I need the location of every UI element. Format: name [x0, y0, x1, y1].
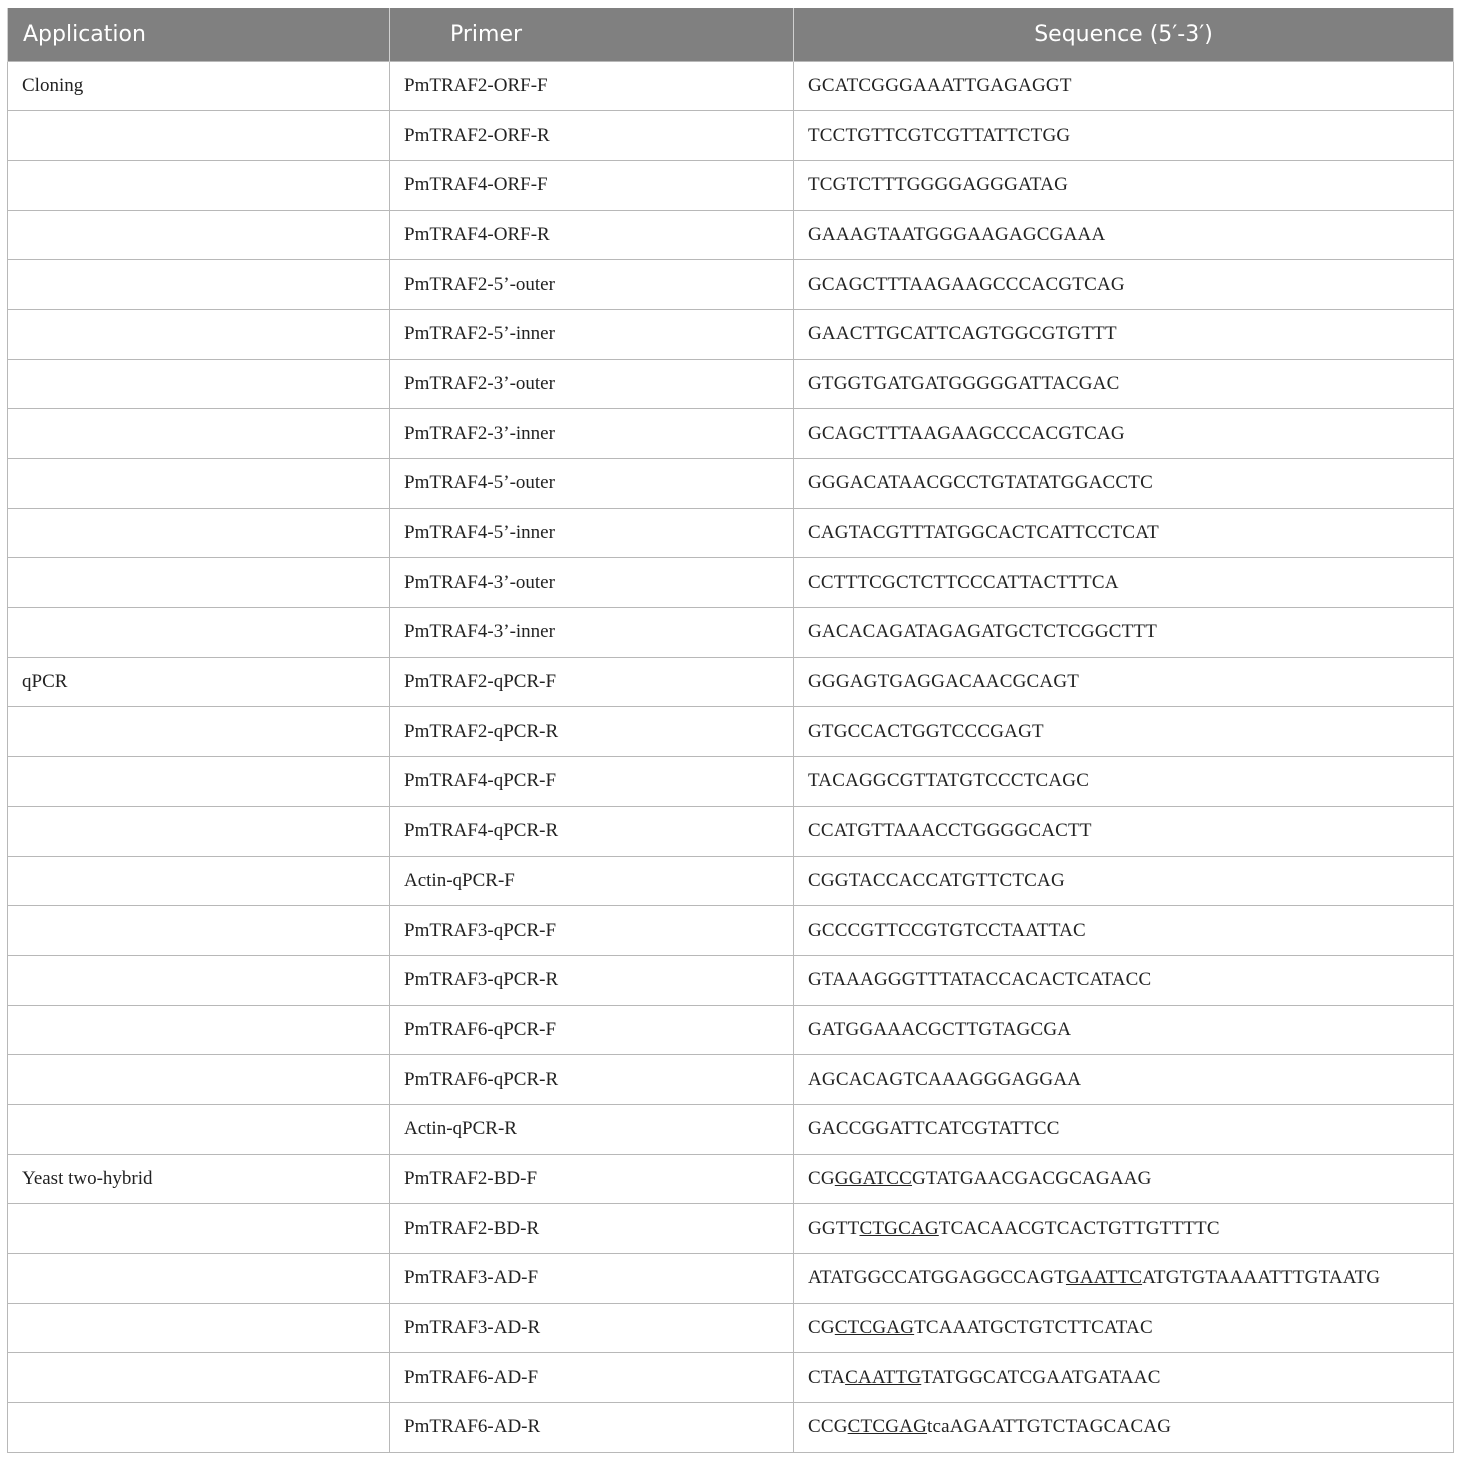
- primer-cell: PmTRAF6-AD-R: [390, 1403, 794, 1453]
- sequence-segment: GTATGAACGACGCAGAAG: [912, 1167, 1152, 1189]
- primer-cell: PmTRAF2-5’-inner: [390, 309, 794, 359]
- table-row: [8, 459, 1454, 509]
- sequence-segment: AGCACAGTCAAAGGGAGGAA: [808, 1068, 1082, 1090]
- sequence-segment: TCAAATGCTGTCTTCATAC: [914, 1317, 1153, 1339]
- sequence-segment: CCG: [808, 1416, 848, 1438]
- table-row: [8, 1204, 1454, 1254]
- sequence-cell: [794, 459, 1454, 509]
- sequence-segment: GAAAGTAATGGGAAGAGCGAAA: [808, 223, 1106, 245]
- primer-cell: PmTRAF4-3’-outer: [390, 558, 794, 608]
- table-row: [8, 1403, 1454, 1453]
- table-body: [8, 61, 1454, 1452]
- application-cell: [8, 210, 390, 260]
- header-primer: Primer: [390, 8, 794, 61]
- sequence-segment: CG: [808, 1317, 835, 1339]
- application-cell: [8, 1303, 390, 1353]
- sequence-cell: [794, 160, 1454, 210]
- application-cell: [8, 906, 390, 956]
- table-row: [8, 608, 1454, 658]
- sequence-segment: GACCGGATTCATCGTATTCC: [808, 1118, 1060, 1140]
- sequence-segment: TCCTGTTCGTCGTTATTCTGG: [808, 124, 1071, 146]
- sequence-cell: [794, 1303, 1454, 1353]
- table-row: [8, 1254, 1454, 1304]
- sequence-segment: TACAGGCGTTATGTCCCTCAGC: [808, 770, 1090, 792]
- application-cell: [8, 558, 390, 608]
- primer-cell: PmTRAF3-qPCR-R: [390, 955, 794, 1005]
- sequence-segment: CCATGTTAAACCTGGGGCACTT: [808, 820, 1092, 842]
- sequence-cell: [794, 608, 1454, 658]
- sequence-segment: CCTTTCGCTCTTCCCATTACTTTCA: [808, 571, 1119, 593]
- restriction-site: GAATTC: [1065, 1267, 1143, 1289]
- table-row: [8, 1154, 1454, 1204]
- sequence-segment: TCACAACGTCACTGTTGTTTTC: [938, 1217, 1220, 1239]
- restriction-site: CTCGAG: [847, 1416, 927, 1438]
- sequence-cell: [794, 260, 1454, 310]
- table-row: [8, 61, 1454, 111]
- primer-cell: PmTRAF3-qPCR-F: [390, 906, 794, 956]
- table-row: [8, 955, 1454, 1005]
- table-row: [8, 806, 1454, 856]
- primer-table-container: [7, 8, 1453, 1453]
- sequence-cell: [794, 806, 1454, 856]
- application-cell: [8, 856, 390, 906]
- primer-cell: PmTRAF4-5’-inner: [390, 508, 794, 558]
- application-cell: [8, 955, 390, 1005]
- table-row: [8, 409, 1454, 459]
- table-row: [8, 906, 1454, 956]
- sequence-cell: [794, 856, 1454, 906]
- sequence-cell: [794, 955, 1454, 1005]
- sequence-segment: ATGTGTAAAATTTGTAATG: [1142, 1267, 1381, 1289]
- application-cell: Cloning: [8, 61, 390, 111]
- sequence-cell: [794, 1254, 1454, 1304]
- sequence-cell: [794, 61, 1454, 111]
- sequence-segment: ATATGGCCATGGAGGCCAGT: [808, 1267, 1066, 1289]
- table-row: [8, 260, 1454, 310]
- table-row: [8, 111, 1454, 161]
- application-cell: [8, 309, 390, 359]
- sequence-segment: GCCCGTTCCGTGTCCTAATTAC: [808, 919, 1086, 941]
- application-cell: Yeast two-hybrid: [8, 1154, 390, 1204]
- sequence-cell: [794, 210, 1454, 260]
- table-row: [8, 160, 1454, 210]
- sequence-cell: [794, 508, 1454, 558]
- sequence-segment: CG: [808, 1167, 835, 1189]
- application-cell: [8, 409, 390, 459]
- primer-cell: PmTRAF3-AD-R: [390, 1303, 794, 1353]
- sequence-cell: [794, 1403, 1454, 1453]
- primer-cell: PmTRAF6-qPCR-F: [390, 1005, 794, 1055]
- header-row: [8, 8, 1454, 61]
- application-cell: [8, 459, 390, 509]
- application-cell: [8, 508, 390, 558]
- application-cell: [8, 707, 390, 757]
- sequence-segment: GCAGCTTTAAGAAGCCCACGTCAG: [808, 273, 1125, 295]
- primer-cell: PmTRAF6-qPCR-R: [390, 1055, 794, 1105]
- application-cell: [8, 1204, 390, 1254]
- restriction-site: CTCGAG: [834, 1317, 915, 1339]
- primer-cell: PmTRAF4-qPCR-F: [390, 757, 794, 807]
- sequence-cell: [794, 1154, 1454, 1204]
- sequence-cell: [794, 906, 1454, 956]
- application-cell: [8, 1055, 390, 1105]
- primer-cell: PmTRAF2-ORF-F: [390, 61, 794, 111]
- sequence-cell: [794, 309, 1454, 359]
- primer-cell: PmTRAF2-3’-outer: [390, 359, 794, 409]
- sequence-cell: [794, 1353, 1454, 1403]
- sequence-segment: GCAGCTTTAAGAAGCCCACGTCAG: [808, 422, 1125, 444]
- application-cell: [8, 806, 390, 856]
- application-cell: [8, 111, 390, 161]
- primer-cell: Actin-qPCR-F: [390, 856, 794, 906]
- primer-cell: PmTRAF2-qPCR-R: [390, 707, 794, 757]
- application-cell: [8, 160, 390, 210]
- restriction-site: CAATTG: [845, 1366, 922, 1388]
- table-row: [8, 210, 1454, 260]
- sequence-segment: GGGACATAACGCCTGTATATGGACCTC: [808, 472, 1153, 494]
- sequence-cell: [794, 558, 1454, 608]
- sequence-cell: [794, 1204, 1454, 1254]
- sequence-cell: [794, 657, 1454, 707]
- table-row: [8, 856, 1454, 906]
- primer-cell: PmTRAF2-BD-R: [390, 1204, 794, 1254]
- application-cell: [8, 1353, 390, 1403]
- sequence-segment: GTGGTGATGATGGGGGATTACGAC: [808, 372, 1120, 394]
- restriction-site: CTGCAG: [859, 1217, 939, 1239]
- primer-table: [7, 8, 1454, 1453]
- application-cell: qPCR: [8, 657, 390, 707]
- table-row: [8, 707, 1454, 757]
- table-row: [8, 508, 1454, 558]
- restriction-site: GGATCC: [834, 1167, 913, 1189]
- sequence-cell: [794, 409, 1454, 459]
- primer-cell: PmTRAF2-ORF-R: [390, 111, 794, 161]
- sequence-segment: GGTT: [808, 1217, 860, 1239]
- sequence-segment: GACACAGATAGAGATGCTCTCGGCTTT: [808, 621, 1158, 643]
- sequence-segment: CAGTACGTTTATGGCACTCATTCCTCAT: [808, 522, 1159, 544]
- primer-cell: PmTRAF4-ORF-R: [390, 210, 794, 260]
- sequence-segment: TATGGCATCGAATGATAAC: [921, 1366, 1161, 1388]
- application-cell: [8, 757, 390, 807]
- table-row: [8, 657, 1454, 707]
- sequence-segment: CGGTACCACCATGTTCTCAG: [808, 869, 1065, 891]
- table-row: [8, 1104, 1454, 1154]
- application-cell: [8, 1005, 390, 1055]
- table-row: [8, 1055, 1454, 1105]
- application-cell: [8, 1104, 390, 1154]
- table-row: [8, 558, 1454, 608]
- sequence-segment: GGGAGTGAGGACAACGCAGT: [808, 671, 1080, 693]
- sequence-segment: GAACTTGCATTCAGTGGCGTGTTT: [808, 323, 1117, 345]
- sequence-segment: GTGCCACTGGTCCCGAGT: [808, 720, 1044, 742]
- application-cell: [8, 1254, 390, 1304]
- table-row: [8, 309, 1454, 359]
- primer-cell: Actin-qPCR-R: [390, 1104, 794, 1154]
- table-header: [8, 8, 1454, 61]
- primer-cell: PmTRAF4-5’-outer: [390, 459, 794, 509]
- primer-cell: PmTRAF4-qPCR-R: [390, 806, 794, 856]
- application-cell: [8, 608, 390, 658]
- primer-cell: PmTRAF4-ORF-F: [390, 160, 794, 210]
- sequence-segment: GCATCGGGAAATTGAGAGGT: [808, 74, 1072, 96]
- table-row: [8, 1353, 1454, 1403]
- sequence-segment: GTAAAGGGTTTATACCACACTCATACC: [808, 969, 1152, 991]
- sequence-cell: [794, 1005, 1454, 1055]
- sequence-segment: CTA: [808, 1366, 846, 1388]
- sequence-segment: TCGTCTTTGGGGAGGGATAG: [808, 174, 1069, 196]
- application-cell: [8, 359, 390, 409]
- table-row: [8, 757, 1454, 807]
- primer-cell: PmTRAF4-3’-inner: [390, 608, 794, 658]
- table-row: [8, 359, 1454, 409]
- primer-cell: PmTRAF2-3’-inner: [390, 409, 794, 459]
- sequence-cell: [794, 707, 1454, 757]
- table-row: [8, 1005, 1454, 1055]
- primer-cell: PmTRAF2-5’-outer: [390, 260, 794, 310]
- sequence-segment: GATGGAAACGCTTGTAGCGA: [808, 1018, 1072, 1040]
- sequence-cell: [794, 1104, 1454, 1154]
- primer-cell: PmTRAF6-AD-F: [390, 1353, 794, 1403]
- table-row: [8, 1303, 1454, 1353]
- primer-cell: PmTRAF3-AD-F: [390, 1254, 794, 1304]
- sequence-cell: [794, 1055, 1454, 1105]
- application-cell: [8, 1403, 390, 1453]
- sequence-segment: tcaAGAATTGTCTAGCACAG: [927, 1416, 1172, 1438]
- sequence-cell: [794, 111, 1454, 161]
- header-application: Application: [8, 8, 390, 61]
- header-sequence: Sequence (5′-3′): [794, 8, 1454, 61]
- sequence-cell: [794, 359, 1454, 409]
- primer-cell: PmTRAF2-qPCR-F: [390, 657, 794, 707]
- sequence-cell: [794, 757, 1454, 807]
- primer-cell: PmTRAF2-BD-F: [390, 1154, 794, 1204]
- application-cell: [8, 260, 390, 310]
